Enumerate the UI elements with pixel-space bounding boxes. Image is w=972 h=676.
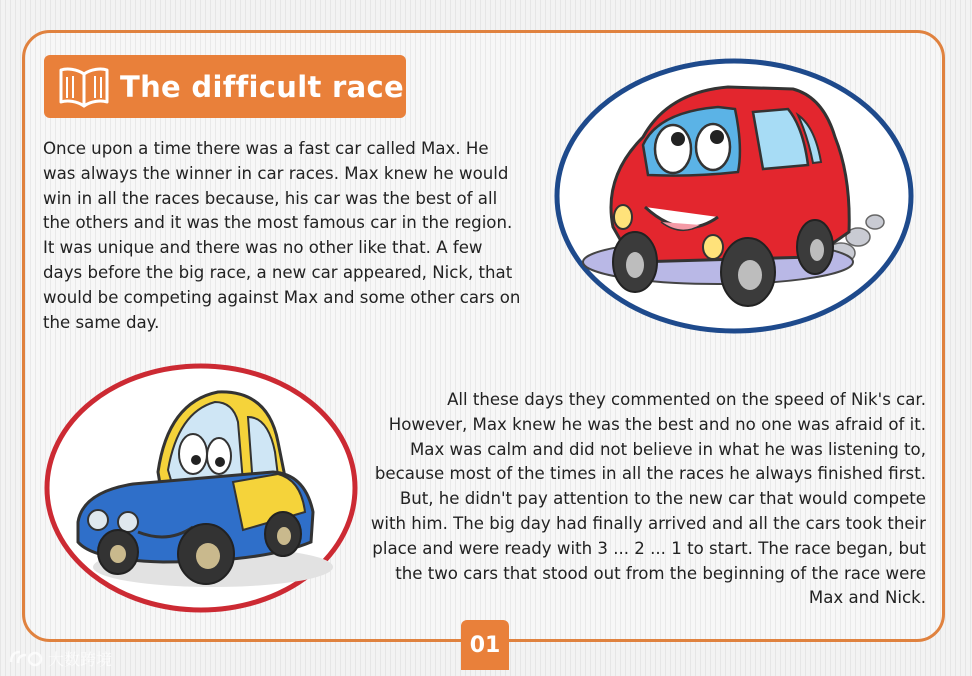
story-paragraph-1: Once upon a time there was a fast car called Max. He was always the winner in car races. Max knew he would win in all the races because, his car was the best of all the others and it was the most famous car in the region. It was unique and there was no other like that. A few days before the big race, a new car appeared, Nick, that would be competing against Max and some other cars on the same day. (43, 139, 521, 332)
open-book-icon (58, 65, 110, 109)
watermark-text: 大数跨境 (48, 649, 113, 669)
watermark-logo-icon (8, 648, 44, 668)
title-banner (44, 55, 406, 118)
blue-yellow-cartoon-car-illustration (43, 362, 359, 614)
page-number: 01 (461, 620, 509, 670)
watermark (8, 646, 130, 670)
story-paragraph-2: All these days they commented on the speed of Nik's car. However, Max knew he was the best and no one was afraid of it. Max was calm and did not believe in what he was listening to, because most of the times in all the races he always finished first. But, he didn't pay attention to the new car that would compete with him. The big day had finally arrived and all the cars took their place and were ready with 3 ... 2 ... 1 to start. The race began, but the two cars that stood out from the beginning of the race were Max and Nick. (370, 390, 926, 608)
red-cartoon-car-illustration (553, 57, 915, 335)
page-title: The difficult race (120, 69, 404, 104)
